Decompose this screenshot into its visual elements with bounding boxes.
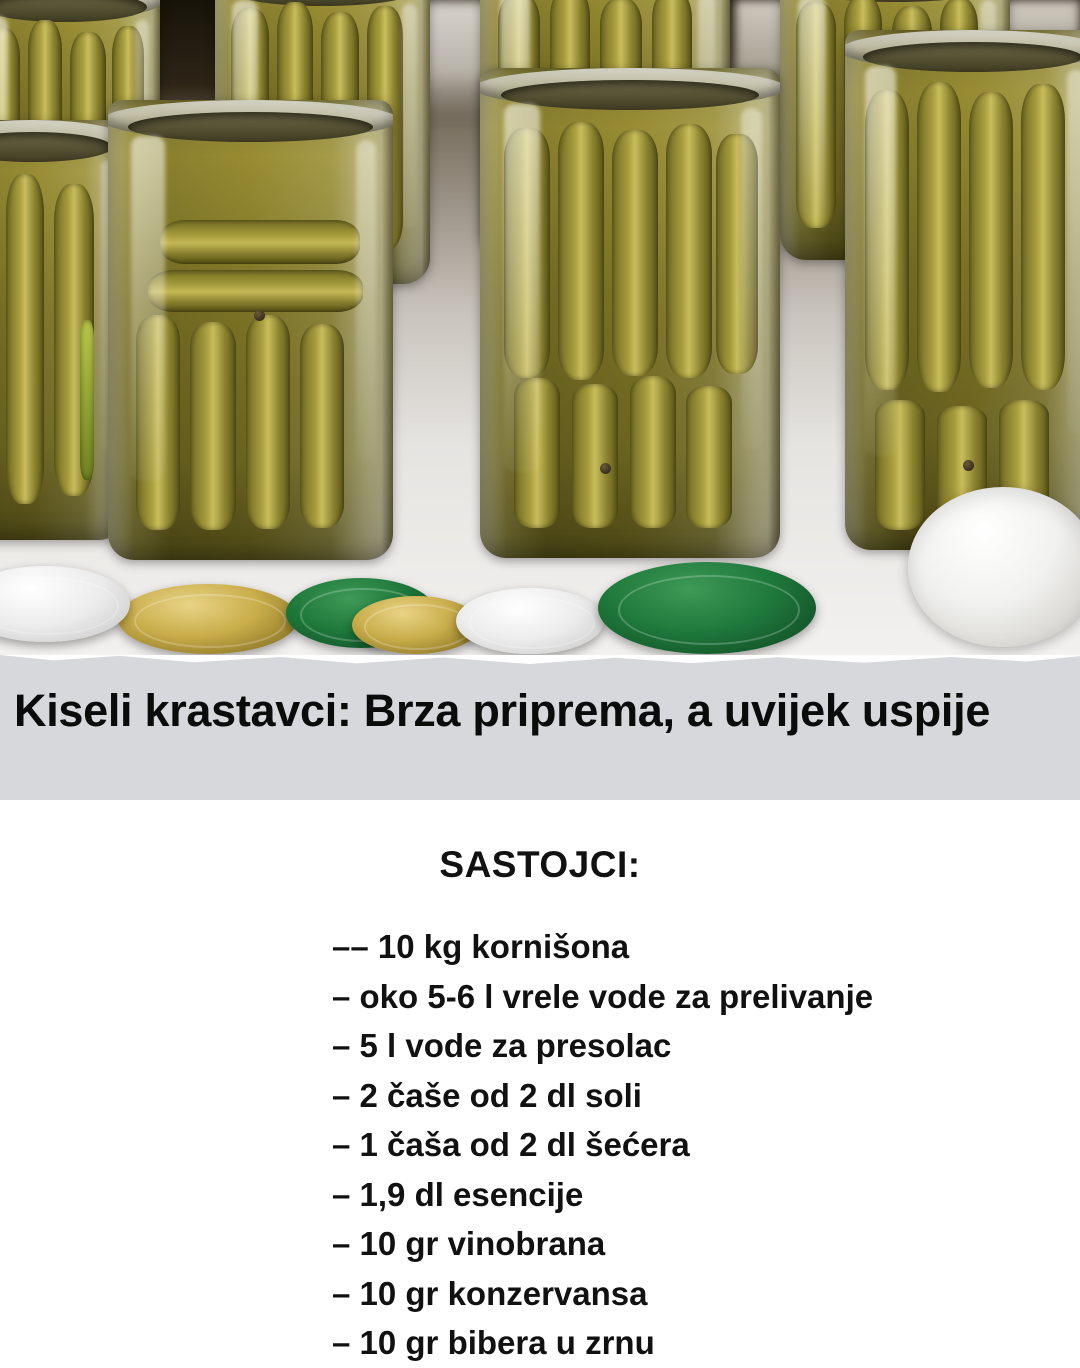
cucumber xyxy=(917,82,961,392)
pickle-jar-front-center xyxy=(480,68,780,558)
peppercorn xyxy=(600,463,611,474)
recipe-section xyxy=(0,800,1080,1361)
jar-highlight xyxy=(798,0,826,221)
list-item: –– 10 kg kornišona xyxy=(332,928,630,965)
peppercorn xyxy=(254,310,265,321)
lid-ring xyxy=(469,597,594,649)
jar-highlight xyxy=(402,4,417,228)
list-item: – 10 gr bibera u zrnu xyxy=(332,1324,655,1361)
cucumber xyxy=(558,122,604,380)
ingredients-heading: SASTOJCI: xyxy=(439,844,641,885)
lid-gold-left xyxy=(118,584,298,654)
jar-mouth xyxy=(501,80,759,110)
list-item: – 10 gr konzervansa xyxy=(332,1274,648,1312)
ingredients-list xyxy=(0,922,1080,1368)
lid-ring xyxy=(134,594,286,648)
title-band xyxy=(0,655,1080,800)
pickle-jar-front-left xyxy=(0,120,125,540)
cucumber xyxy=(686,386,732,528)
cucumber xyxy=(246,315,290,529)
jar-highlight xyxy=(1067,70,1080,434)
lid-white xyxy=(456,588,604,654)
list-item: – 10 gr vinobrana xyxy=(332,1225,606,1262)
cucumber xyxy=(160,220,360,264)
lid-ring xyxy=(364,604,473,650)
torn-paper-edge xyxy=(0,655,1080,669)
cucumber xyxy=(6,174,44,504)
lid-ring xyxy=(0,577,119,636)
cucumber xyxy=(612,130,658,376)
jar-highlight xyxy=(741,108,762,451)
list-item: – 5 l vode za presolac xyxy=(332,1027,672,1064)
cucumber xyxy=(572,384,618,528)
jar-mouth xyxy=(128,112,373,142)
list-item: – oko 5-6 l vrele vode za prelivanje xyxy=(332,977,874,1015)
cucumber xyxy=(969,92,1013,388)
list-item: – 1 čaša od 2 dl šećera xyxy=(332,1126,690,1163)
lid-ring xyxy=(618,575,801,645)
list-item: – 2 čaše od 2 dl soli xyxy=(332,1076,642,1114)
jar-highlight xyxy=(504,104,540,472)
pickle-jar-front-second xyxy=(108,100,393,560)
dill-stem xyxy=(80,320,94,480)
cucumber xyxy=(190,322,236,530)
cucumber xyxy=(300,324,344,528)
lid-green-right xyxy=(598,562,816,654)
recipe-photo xyxy=(0,0,1080,655)
cucumber xyxy=(666,124,712,378)
cucumber xyxy=(1021,84,1065,390)
pickle-jar-front-right xyxy=(845,30,1080,550)
jar-highlight xyxy=(131,136,165,481)
jar-highlight xyxy=(865,66,896,456)
jar-mouth xyxy=(863,42,1080,72)
peppercorn xyxy=(963,460,974,471)
jar-highlight xyxy=(356,140,376,462)
cucumber xyxy=(148,270,363,312)
cucumber xyxy=(630,376,676,528)
page-title: Kiseli krastavci: Brza priprema, a uvijek uspije xyxy=(14,685,991,736)
list-item: – 1,9 dl esencije xyxy=(332,1175,584,1213)
jar-mouth xyxy=(0,0,147,22)
